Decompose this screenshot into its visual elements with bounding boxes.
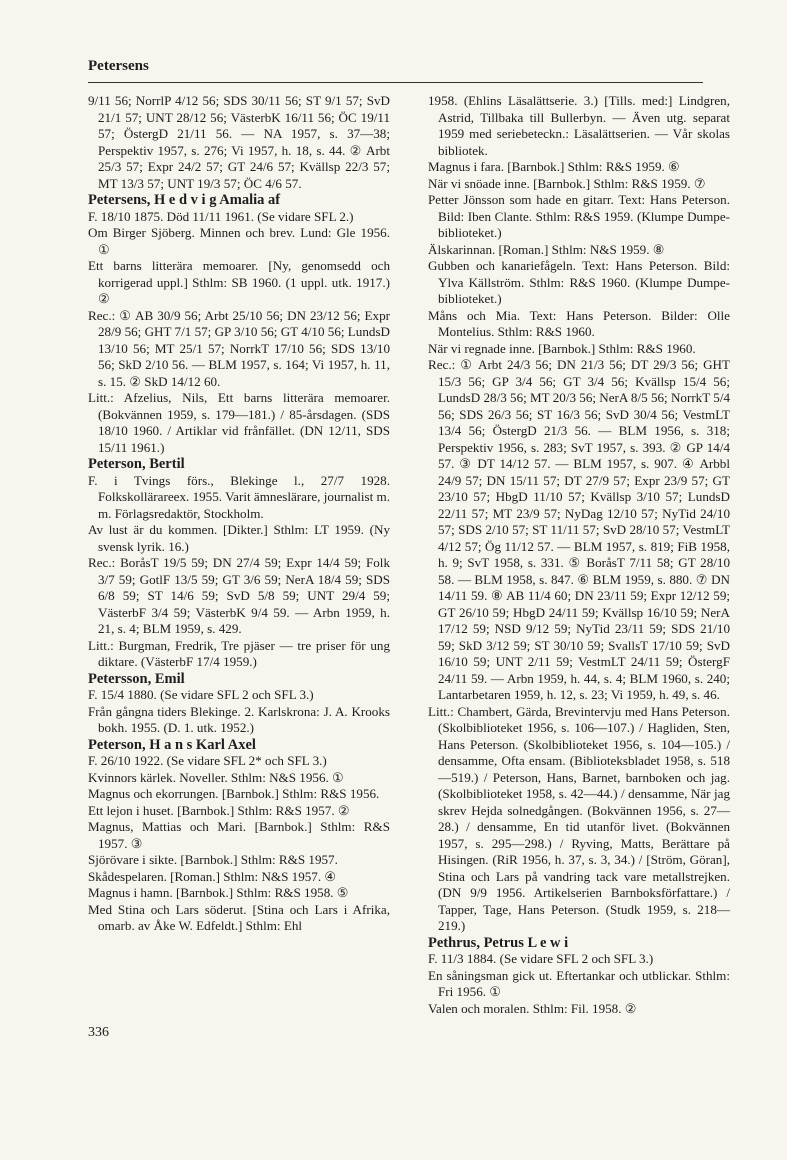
entry-paragraph: F. 11/3 1884. (Se vidare SFL 2 och SFL 3.) xyxy=(428,951,654,966)
running-title: Petersens xyxy=(88,58,149,74)
entry-paragraph: Med Stina och Lars söderut. [Stina och Lars i Afrika, omarb. av Åke W. Edfeldt.] Sthlm: Ehl xyxy=(88,901,390,933)
right-column xyxy=(428,93,730,1017)
header-rule xyxy=(88,82,703,83)
entry-paragraph: Älskarinnan. [Roman.] Sthlm: N&S 1959. ⑧ xyxy=(428,241,665,257)
entry-paragraph: Valen och moralen. Sthlm: Fil. 1958. ② xyxy=(428,1000,637,1016)
entry-paragraph: Ett lejon i huset. [Barnbok.] Sthlm: R&S 1957. ② xyxy=(88,802,350,818)
left-column xyxy=(88,93,390,935)
entry-heading: Peterson, H a n s Karl Axel xyxy=(88,736,256,753)
entry-paragraph: Kvinnors kärlek. Noveller. Sthlm: N&S 1956. ① xyxy=(88,769,344,785)
entry-paragraph: Litt.: Afzelius, Nils, Ett barns litterära memoarer. (Bokvännen 1959, s. 179—181.) / 85-årsdagen. (SDS 18/10 1960. / Artiklar vid frånfället. (DN 12/11, SDS 15/11 1961.) xyxy=(88,390,390,455)
entry-paragraph: Av lust är du kommen. [Dikter.] Sthlm: LT 1959. (Ny svensk lyrik. 16.) xyxy=(88,522,390,554)
entry-paragraph: När vi snöade inne. [Barnbok.] Sthlm: R&S 1959. ⑦ xyxy=(428,175,706,191)
entry-paragraph: En såningsman gick ut. Eftertankar och utblickar. Sthlm: Fri 1956. ① xyxy=(428,967,730,999)
entry-paragraph: Magnus i hamn. [Barnbok.] Sthlm: R&S 1958. ⑤ xyxy=(88,885,349,900)
entry-heading: Petersson, Emil xyxy=(88,670,185,687)
entry-paragraph: Rec.: BoråsT 19/5 59; DN 27/4 59; Expr 14/4 59; Folk 3/7 59; GotlF 13/5 59; GT 3/6 59; NerA 18/4 59; SDS 6/8 59; ST 14/6 59; SvD 5/8 59; UNT 29/4 59; VästerbF 3/4 59; VästerbK 9/4 59. — Arbn 1959, h. 21, s. 4; BLM 1959, s. 429. xyxy=(88,555,390,636)
entry-paragraph: 9/11 56; NorrlP 4/12 56; SDS 30/11 56; ST 9/1 57; SvD 21/1 57; UNT 28/12 56; VästerbK 16/11 56; ÖC 19/11 57; ÖstergD 21/11 56. — NA 1957, s. 37—38; Perspektiv 1957, s. 276; Vi 1957, h. 18, s. 44. ② Arbt 25/3 57; Expr 24/2 57; GT 24/6 57; Kvällsp 22/3 57; MT 13/3 57; UNT 19/3 57; ÖC 4/6 57. xyxy=(88,93,390,191)
entry-paragraph: Rec.: ① AB 30/9 56; Arbt 25/10 56; DN 23/12 56; Expr 28/9 56; GHT 7/1 57; GP 3/10 56; GT 4/10 56; LundsD 13/10 56; MT 25/1 57; NorrkT 17/10 56; SDS 13/10 56; SkD 2/10 56. — BLM 1957, s. 164; Vi 1957, h. 11, s. 15. ② SkD 14/12 60. xyxy=(88,307,390,389)
entry-heading: Pethrus, Petrus L e w i xyxy=(428,934,569,951)
entry-paragraph: Från gångna tiders Blekinge. 2. Karlskrona: J. A. Krooks bokh. 1955. (D. 1. utk. 1952.) xyxy=(88,703,390,735)
entry-paragraph: Magnus och ekorrungen. [Barnbok.] Sthlm: R&S 1956. xyxy=(88,786,380,801)
entry-paragraph: Litt.: Chambert, Gärda, Brevintervju med Hans Peterson. (Skolbiblioteket 1956, s. 106—107.) / Hagliden, Sten, Hans Peterson. (Skolbiblioteket 1956, s. 104—105.) / densamme, Ofta ensam. (Biblioteksbladet 1958, s. 518—519.) / Peterson, Hans, Barnet, barnboken och jag. (Skolbiblioteket 1958, s. 42—44.) / densamme, När jag skrev Hejda solnedgången. (Bokvännen 1956, s. 27—28.) / densamme, En tid utanför livet. (Bokvännen 1957, s. 295—298.) / Ryving, Matts, Berättare på Hisingen. (RiR 1956, h. 37, s. 3, 34.) / [Ström, Göran], Stina och Lars på vandring tack vare metallstrejken. (DN 9/9 1956. Artikelserien Barnboksförfattare.) / Tapper, Tage, Hans Peterson. (Studk 1959, s. 218—219.) xyxy=(428,703,730,933)
entry-paragraph: 1958. (Ehlins Läsalättserie. 3.) [Tills. med:] Lindgren, Astrid, Tillbaka till Bullerbyn. — Även utg. separat 1959 med seriebeteckn.: Läsalättserien. — Vår skolas bibliotek. xyxy=(428,93,730,158)
entry-paragraph: Petter Jönsson som hade en gitarr. Text: Hans Peterson. Bild: Iben Clante. Sthlm: R&S 1959. (Klumpe Dumpe-biblioteket.) xyxy=(428,192,730,240)
entry-paragraph: När vi regnade inne. [Barnbok.] Sthlm: R&S 1960. xyxy=(428,340,696,356)
entry-paragraph: Måns och Mia. Text: Hans Peterson. Bilder: Olle Montelius. Sthlm: R&S 1960. xyxy=(428,307,730,339)
entry-paragraph: Gubben och kanariefågeln. Text: Hans Peterson. Bild: Ylva Källström. Sthlm: R&S 1960. (Klumpe Dumpe-biblioteket.) xyxy=(428,258,730,306)
entry-paragraph: F. 15/4 1880. (Se vidare SFL 2 och SFL 3.) xyxy=(88,687,314,702)
entry-paragraph: Magnus i fara. [Barnbok.] Sthlm: R&S 1959. ⑥ xyxy=(428,159,680,174)
entry-paragraph: F. i Tvings förs., Blekinge l., 27/7 1928. Folkskollärareex. 1955. Varit ämneslärare, journalist m. m. Förlagsredaktör, Stockholm. xyxy=(88,472,390,521)
entry-heading: Peterson, Bertil xyxy=(88,456,185,472)
entry-paragraph: Rec.: ① Arbt 24/3 56; DN 21/3 56; DT 29/3 56; GHT 15/3 56; GP 3/4 56; GT 3/4 56; Kvällsp 15/4 56; LundsD 28/3 56; MT 20/3 56; NerA 8/5 56; NorrkT 5/4 56; SDS 26/3 56; ST 16/3 56; SvD 30/4 56; VestmLT 13/4 56; ÖstergD 21/3 56. — BLM 1956, s. 318; Perspektiv 1956, s. 283; SvT 1957, s. 393. ② GP 14/4 57. ③ DT 14/12 57. — BLM 1957, s. 907. ④ Arbbl 24/9 57; DN 15/11 57; DT 27/9 57; Expr 23/9 57; GT 23/10 57; HbgD 11/10 57; Kvällsp 3/10 57; LundsD 22/11 57; MT 23/9 57; NyDag 12/10 57; NyTid 24/10 57; SDS 2/10 57; ST 11/11 57; SvD 28/10 57; VestmLT 4/12 57; Ög 11/12 57. — BLM 1957, s. 819; FiB 1958, h. 9; SvT 1958, s. 331. ⑤ BoråsT 7/11 58; GT 28/10 58. — BLM 1958, s. 847. ⑥ BLM 1959, s. 880. ⑦ DN 14/11 59. ⑧ AB 11/4 60; DN 23/11 59; Expr 12/12 59; GT 26/10 59; HbgD 24/11 59; Kvällsp 16/10 59; NerA 17/12 59; NSD 9/12 59; NyTid 23/11 59; SDS 21/10 59; SkD 3/12 59; ST 30/10 59; SvallsT 17/10 59; SvD 16/10 59; UNT 2/11 59; VestmLT 24/11 59; ÖstergF 24/11 59. — Arbn 1959, h. 44, s. 4; BLM 1960, s. 240; Lantarbetaren 1959, h. 12, s. 23; Vi 1959, h. 49, s. 46. xyxy=(428,357,730,702)
entry-heading: Petersens, H e d v i g Amalia af xyxy=(88,192,281,208)
entry-paragraph: F. 18/10 1875. Död 11/11 1961. (Se vidare SFL 2.) xyxy=(88,208,354,224)
entry-paragraph: Sjörövare i sikte. [Barnbok.] Sthlm: R&S 1957. xyxy=(88,852,338,867)
entry-paragraph: Ett barns litterära memoarer. [Ny, genomsedd och korrigerad uppl.] Sthlm: SB 1960. (1 uppl. utk. 1917.) ② xyxy=(88,258,390,306)
entry-paragraph: Om Birger Sjöberg. Minnen och brev. Lund: Gle 1956. ① xyxy=(88,225,390,257)
entry-paragraph: Litt.: Burgman, Fredrik, Tre pjäser — tre priser för ung diktare. (VästerbF 17/4 1959.) xyxy=(88,637,390,669)
entry-paragraph: Magnus, Mattias och Mari. [Barnbok.] Sthlm: R&S 1957. ③ xyxy=(88,819,390,851)
page-number: 336 xyxy=(88,1025,109,1040)
entry-paragraph: Skådespelaren. [Roman.] Sthlm: N&S 1957. ④ xyxy=(88,868,337,884)
entry-paragraph: F. 26/10 1922. (Se vidare SFL 2* och SFL 3.) xyxy=(88,753,327,768)
